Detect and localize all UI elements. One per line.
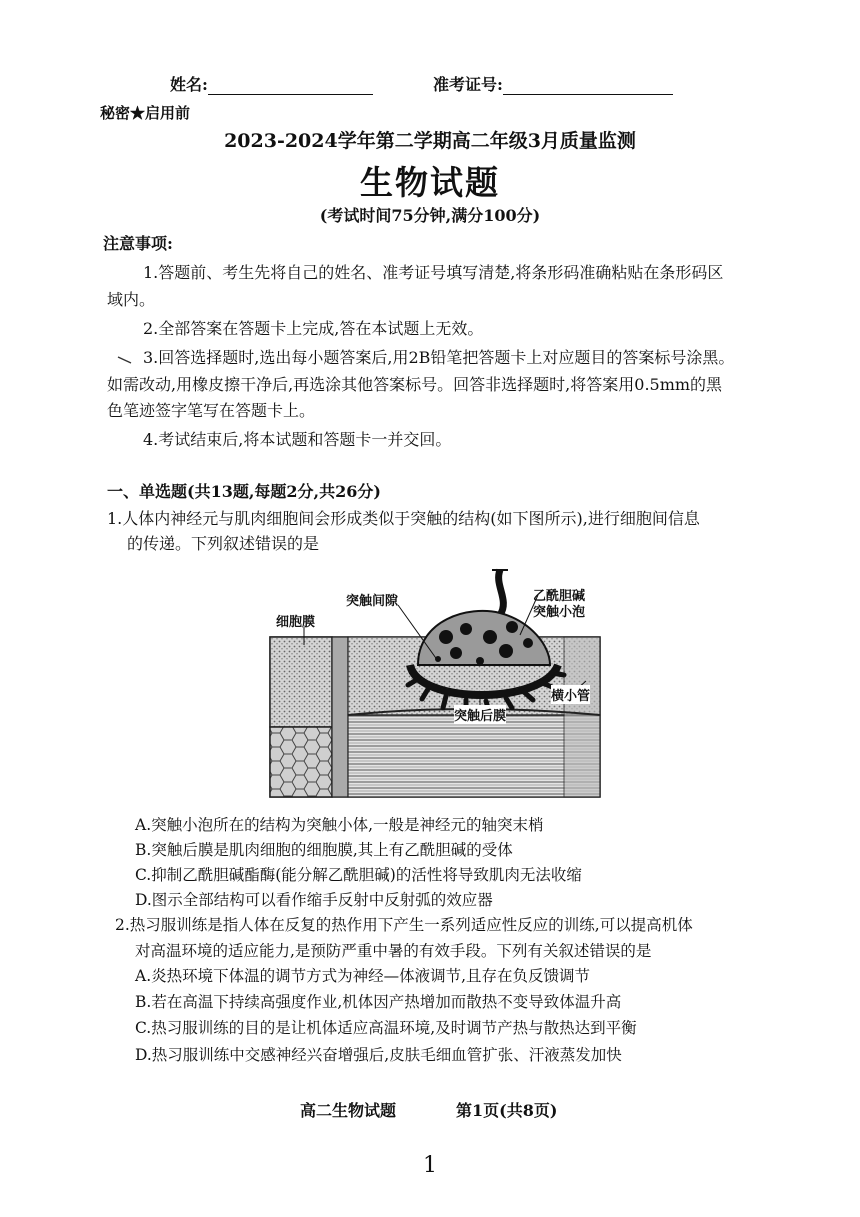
q1-option-c: C.抑制乙酰胆碱酯酶(能分解乙酰胆碱)的活性将导致肌肉无法收缩 xyxy=(135,866,582,884)
section-heading: 一、单选题(共13题,每题2分,共26分) xyxy=(107,482,381,501)
exam-title: 2023-2024学年第二学期高二年级3月质量监测 xyxy=(224,130,636,152)
exam-duration: (考试时间75分钟,满分100分) xyxy=(319,206,541,225)
label-cell-membrane: 细胞膜 xyxy=(276,615,316,630)
exam-id-label: 准考证号: xyxy=(433,75,503,94)
subject-title: 生物试题 xyxy=(360,163,500,202)
q2-option-b: B.若在高温下持续高强度作业,机体因产热增加而散热不变导致体温升高 xyxy=(135,993,622,1011)
footer-subject: 高二生物试题 xyxy=(300,1101,397,1120)
q2-stem-b: 对高温环境的适应能力,是预防严重中暑的有效手段。下列有关叙述错误的是 xyxy=(135,942,652,960)
note-1b: 域内。 xyxy=(107,290,156,309)
q1-option-b: B.突触后膜是肌肉细胞的细胞膜,其上有乙酰胆碱的受体 xyxy=(135,841,513,859)
name-blank xyxy=(208,76,373,95)
pen-mark xyxy=(117,350,135,360)
note-1a: 1.答题前、考生先将自己的姓名、准考证号填写清楚,将条形码准确粘贴在条形码区 xyxy=(143,263,724,282)
q1-stem-a: 1.人体内神经元与肌肉细胞间会形成类似于突触的结构(如下图所示),进行细胞间信息 xyxy=(107,509,700,528)
q2-option-a: A.炎热环境下体温的调节方式为神经—体液调节,且存在负反馈调节 xyxy=(135,967,591,985)
notes-heading: 注意事项: xyxy=(103,234,173,253)
note-2: 2.全部答案在答题卡上完成,答在本试题上无效。 xyxy=(143,319,484,338)
name-label: 姓名: xyxy=(170,75,208,94)
exam-id-blank xyxy=(503,76,673,95)
note-3a: 3.回答选择题时,选出每小题答案后,用2B铅笔把答题卡上对应题目的答案标号涂黑。 xyxy=(143,348,735,367)
name-field xyxy=(170,72,373,95)
q1-option-d: D.图示全部结构可以看作缩手反射中反射弧的效应器 xyxy=(135,891,493,909)
label-t-tubule: 横小管 xyxy=(551,685,590,704)
label-postsynaptic-membrane: 突触后膜 xyxy=(454,705,506,724)
q2-option-d: D.热习服训练中交感神经兴奋增强后,皮肤毛细血管扩张、汗液蒸发加快 xyxy=(135,1046,622,1064)
label-synaptic-cleft: 突触间隙 xyxy=(346,594,399,609)
q2-stem-a: 2.热习服训练是指人体在反复的热作用下产生一系列适应性反应的训练,可以提高机体 xyxy=(115,916,693,934)
q1-option-a: A.突触小泡所在的结构为突触小体,一般是神经元的轴突末梢 xyxy=(135,816,544,834)
note-3c: 色笔迹签字笔写在答题卡上。 xyxy=(107,401,316,420)
synapse-diagram xyxy=(268,565,608,805)
label-synaptic-vesicle: 突触小泡 xyxy=(533,605,586,620)
label-acetylcholine: 乙酰胆碱 xyxy=(533,589,586,604)
q2-option-c: C.热习服训练的目的是让机体适应高温环境,及时调节产热与散热达到平衡 xyxy=(135,1019,637,1037)
footer-page-info: 第1页(共8页) xyxy=(456,1101,558,1120)
q1-stem-b: 的传递。下列叙述错误的是 xyxy=(127,534,320,553)
secret-mark: 秘密★启用前 xyxy=(100,104,191,122)
exam-id-field xyxy=(433,72,673,95)
note-3b: 如需改动,用橡皮擦干净后,再选涂其他答案标号。回答非选择题时,将答案用0.5mm的黑 xyxy=(107,375,723,394)
page-number: 1 xyxy=(423,1153,437,1178)
note-4: 4.考试结束后,将本试题和答题卡一并交回。 xyxy=(143,430,452,449)
